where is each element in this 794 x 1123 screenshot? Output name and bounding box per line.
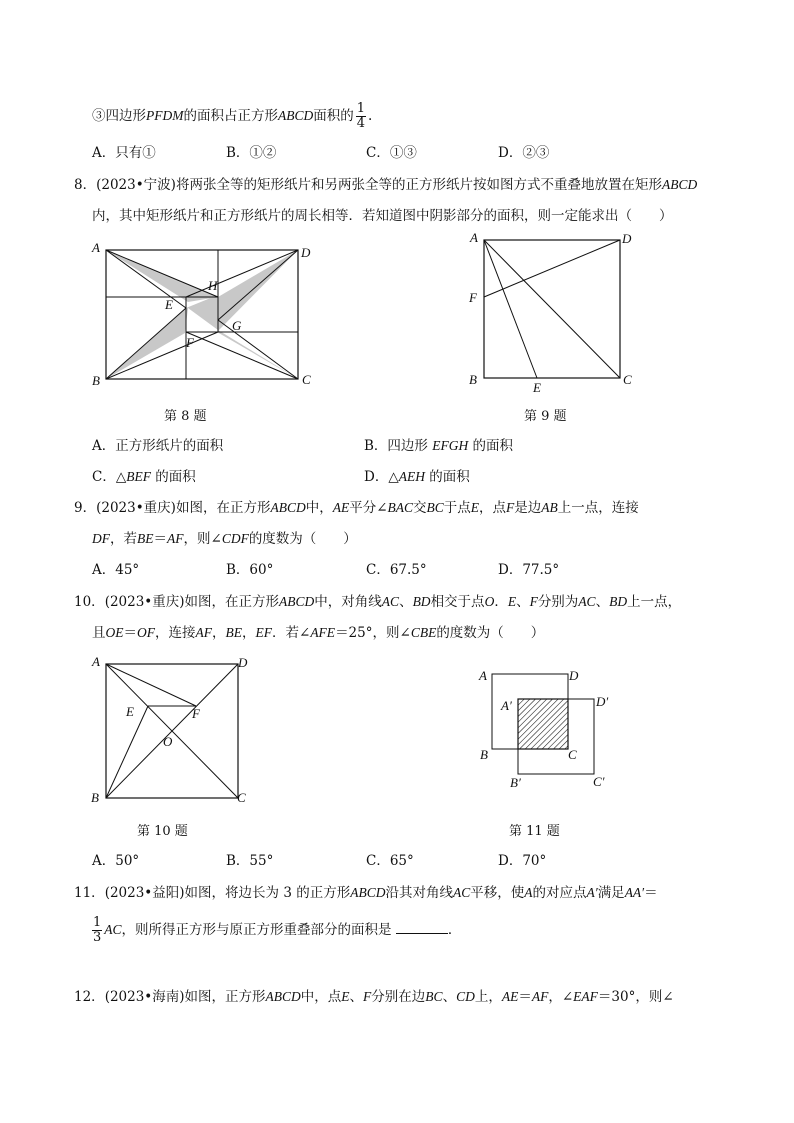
q8-option-d[interactable]: D．△AEH 的面积 xyxy=(364,469,470,485)
q10-label-d: D xyxy=(238,655,248,670)
q10-stem-line-2: 且OE＝OF，连接AF，BE，EF．若∠AFE＝25°，则∠CBE的度数为（ ） xyxy=(92,625,545,641)
q11-label-d-prime: D′ xyxy=(596,694,609,709)
q8-stem-line-2: 内，其中矩形纸片和正方形纸片的周长相等．若知道图中阴影部分的面积，则一定能求出（ ） xyxy=(92,208,673,224)
q8-label-f: F xyxy=(186,335,194,350)
q11-stem-line-1: 11．(2023•益阳)如图，将边长为 3 的正方形ABCD沿其对角线AC平移，使A的对应点A′满足AA′＝ xyxy=(74,885,658,901)
q8-option-a[interactable]: A．正方形纸片的面积 xyxy=(92,438,224,454)
q11-overlap-shaded xyxy=(518,699,568,749)
fraction-one-quarter: $\frac{1}{4}$ xyxy=(356,101,366,131)
q9-label-d: D xyxy=(622,231,632,246)
q10-option-b[interactable]: B．55° xyxy=(226,853,274,869)
fraction-one-third: $\frac{1}{3}$ xyxy=(93,915,102,945)
q8-label-b: B xyxy=(92,373,100,388)
q11-figure xyxy=(474,664,644,794)
q11-answer-blank[interactable] xyxy=(396,919,448,934)
q8-label-h: H xyxy=(208,278,218,293)
q8-option-c[interactable]: C．△BEF 的面积 xyxy=(92,469,196,485)
q8-label-c: C xyxy=(302,372,311,387)
q9-label-b: B xyxy=(469,372,477,387)
q11-figure-caption: 第 11 题 xyxy=(509,824,560,839)
q9-option-a[interactable]: A．45° xyxy=(92,562,140,578)
q10-label-o: O xyxy=(163,734,173,749)
q8-shaded-region xyxy=(106,250,298,379)
q9-option-c[interactable]: C．67.5° xyxy=(366,562,427,578)
q7-option-d[interactable]: D．②③ xyxy=(498,145,550,161)
q8-label-d: D xyxy=(301,245,311,260)
q9-label-a: A xyxy=(470,230,478,245)
q8-figure-caption: 第 8 题 xyxy=(164,409,207,424)
q9-stem-line-2: DF，若BE＝AF，则∠CDF的度数为（ ） xyxy=(92,531,357,547)
q10-option-c[interactable]: C．65° xyxy=(366,853,414,869)
q10-option-a[interactable]: A．50° xyxy=(92,853,140,869)
q11-stem-line-2: $\frac{1}{3}$ AC，则所得正方形与原正方形重叠部分的面积是 ． xyxy=(93,915,462,945)
q7-option-b[interactable]: B．①② xyxy=(226,145,277,161)
q8-label-a: A xyxy=(92,240,100,255)
q10-label-e: E xyxy=(126,704,134,719)
q11-label-a-prime: A′ xyxy=(501,698,512,713)
q10-figure-caption: 第 10 题 xyxy=(137,824,188,839)
q11-label-c: C xyxy=(568,747,577,762)
q7-option-c[interactable]: C．①③ xyxy=(366,145,417,161)
q8-shaded-arm-top xyxy=(106,250,218,302)
q7-statement-3: ③四边形PFDM的面积占正方形ABCD面积的 $\frac{1}{4}$ . xyxy=(92,101,373,131)
q9-option-b[interactable]: B．60° xyxy=(226,562,274,578)
q12-stem-line-1: 12．(2023•海南)如图，正方形ABCD中，点E、F分别在边BC、CD上，AE＝AF，∠EAF＝30°，则∠ xyxy=(74,989,674,1005)
q7-option-a[interactable]: A．只有① xyxy=(92,145,156,161)
q9-figure-caption: 第 9 题 xyxy=(524,409,567,424)
q11-label-c-prime: C′ xyxy=(593,774,605,789)
q9-label-f: F xyxy=(469,290,477,305)
q9-label-e: E xyxy=(533,380,541,395)
q9-stem-line-1: 9．(2023•重庆)如图，在正方形ABCD中，AE平分∠BAC交BC于点E，点F是边AB上一点，连接 xyxy=(74,500,639,516)
q11-label-b: B xyxy=(480,747,488,762)
q9-figure xyxy=(466,230,646,395)
q8-figure xyxy=(88,240,328,390)
q9-label-c: C xyxy=(623,372,632,387)
q11-label-a: A xyxy=(479,668,487,683)
q10-option-d[interactable]: D．70° xyxy=(498,853,547,869)
q10-figure xyxy=(88,654,258,814)
q11-label-b-prime: B′ xyxy=(510,775,521,790)
q10-stem-line-1: 10．(2023•重庆)如图，在正方形ABCD中，对角线AC、BD相交于点O．E、F分别为AC、BD上一点， xyxy=(74,594,682,610)
q8-stem-line-1: 8．(2023•宁波)将两张全等的矩形纸片和另两张全等的正方形纸片按如图方式不重叠地放置在矩形ABCD xyxy=(74,177,698,193)
q10-label-c: C xyxy=(237,790,246,805)
q9-option-d[interactable]: D．77.5° xyxy=(498,562,560,578)
q10-label-b: B xyxy=(91,790,99,805)
q8-option-b[interactable]: B．四边形 EFGH 的面积 xyxy=(364,438,514,454)
q11-label-d: D xyxy=(569,668,579,683)
q10-label-a: A xyxy=(92,654,100,669)
q8-label-g: G xyxy=(232,318,242,333)
q10-label-f: F xyxy=(192,706,200,721)
q8-label-e: E xyxy=(165,297,173,312)
